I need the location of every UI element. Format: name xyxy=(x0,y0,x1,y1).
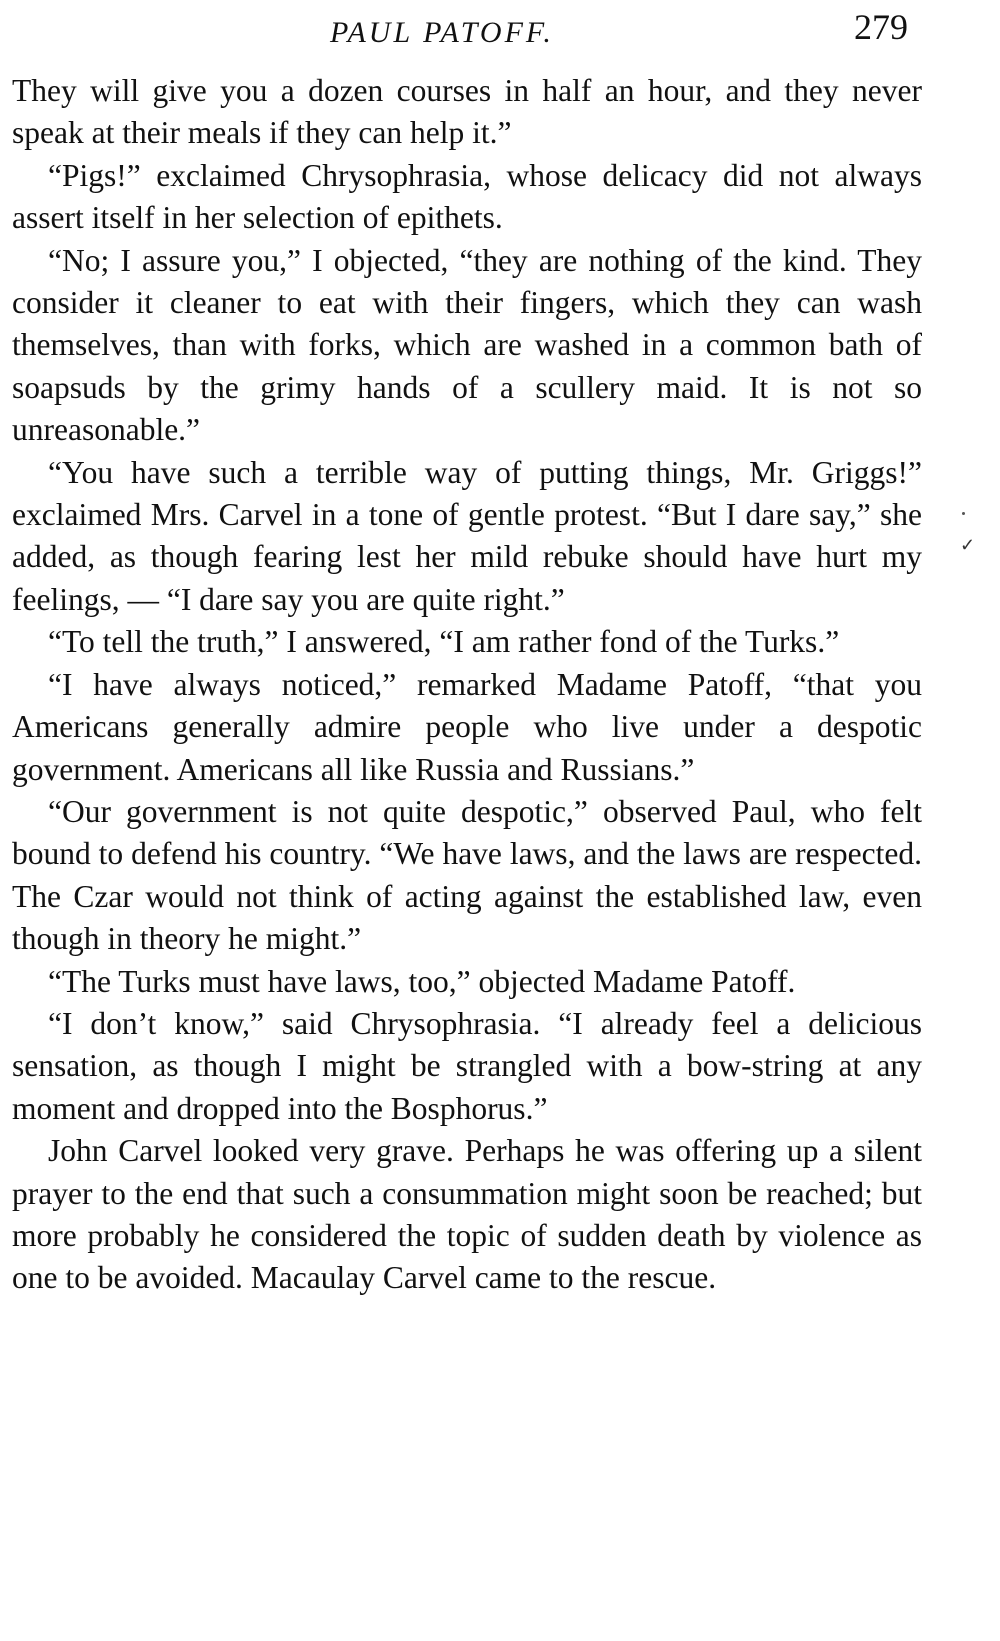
paragraph-2: “Pigs!” exclaimed Chrysophrasia, whose delicacy did not always assert itself in her selection of epithets. xyxy=(12,157,922,236)
book-page xyxy=(12,0,922,1641)
paragraph-8: “The Turks must have laws, too,” objected Madame Patoff. xyxy=(48,963,796,999)
running-title: PAUL PATOFF. xyxy=(330,16,554,49)
paragraph-6: “I have always noticed,” remarked Madame Patoff, “that you Americans generally admire people who live under a despotic government. Americans all like Russia and Russians.” xyxy=(12,666,922,787)
running-head xyxy=(12,6,922,56)
paragraph-1: They will give you a dozen courses in half an hour, and they never speak at their meals if they can help it.” xyxy=(12,73,922,151)
margin-tick-mark: ✓ xyxy=(960,535,976,555)
page-number: 279 xyxy=(854,7,908,47)
paragraph-5: “To tell the truth,” I answered, “I am rather fond of the Turks.” xyxy=(48,624,840,660)
paragraph-3: “No; I assure you,” I objected, “they are nothing of the kind. They consider it cleaner to eat with their fingers, which they can wash themselves, than with forks, which are washed in a common bath of soapsuds by the grimy hands of a scullery maid. It is not so unreasonable.” xyxy=(12,242,922,448)
paragraph-4: “You have such a terrible way of putting things, Mr. Griggs!” exclaimed Mrs. Carvel in a tone of gentle protest. “But I dare say,” she added, as though fearing lest her mild rebuke should have hurt my feelings, — “I dare say you are quite right.” xyxy=(12,454,922,617)
paragraph-7: “Our government is not quite despotic,” observed Paul, who felt bound to defend his country. “We have laws, and the laws are respected. The Czar would not think of acting against the established law, even though in theory he might.” xyxy=(12,793,922,957)
paragraph-9: “I don’t know,” said Chrysophrasia. “I already feel a delicious sensation, as though I might be strangled with a bow-string at any moment and dropped into the Bosphorus.” xyxy=(12,1005,922,1126)
paragraph-10: John Carvel looked very grave. Perhaps he was offering up a silent prayer to the end that such a consummation might soon be reached; but more probably he considered the topic of sudden death by violence as one to be avoided. Macaulay Carvel came to the rescue. xyxy=(12,1133,922,1296)
body-text xyxy=(12,70,922,1300)
margin-speck xyxy=(962,512,965,515)
